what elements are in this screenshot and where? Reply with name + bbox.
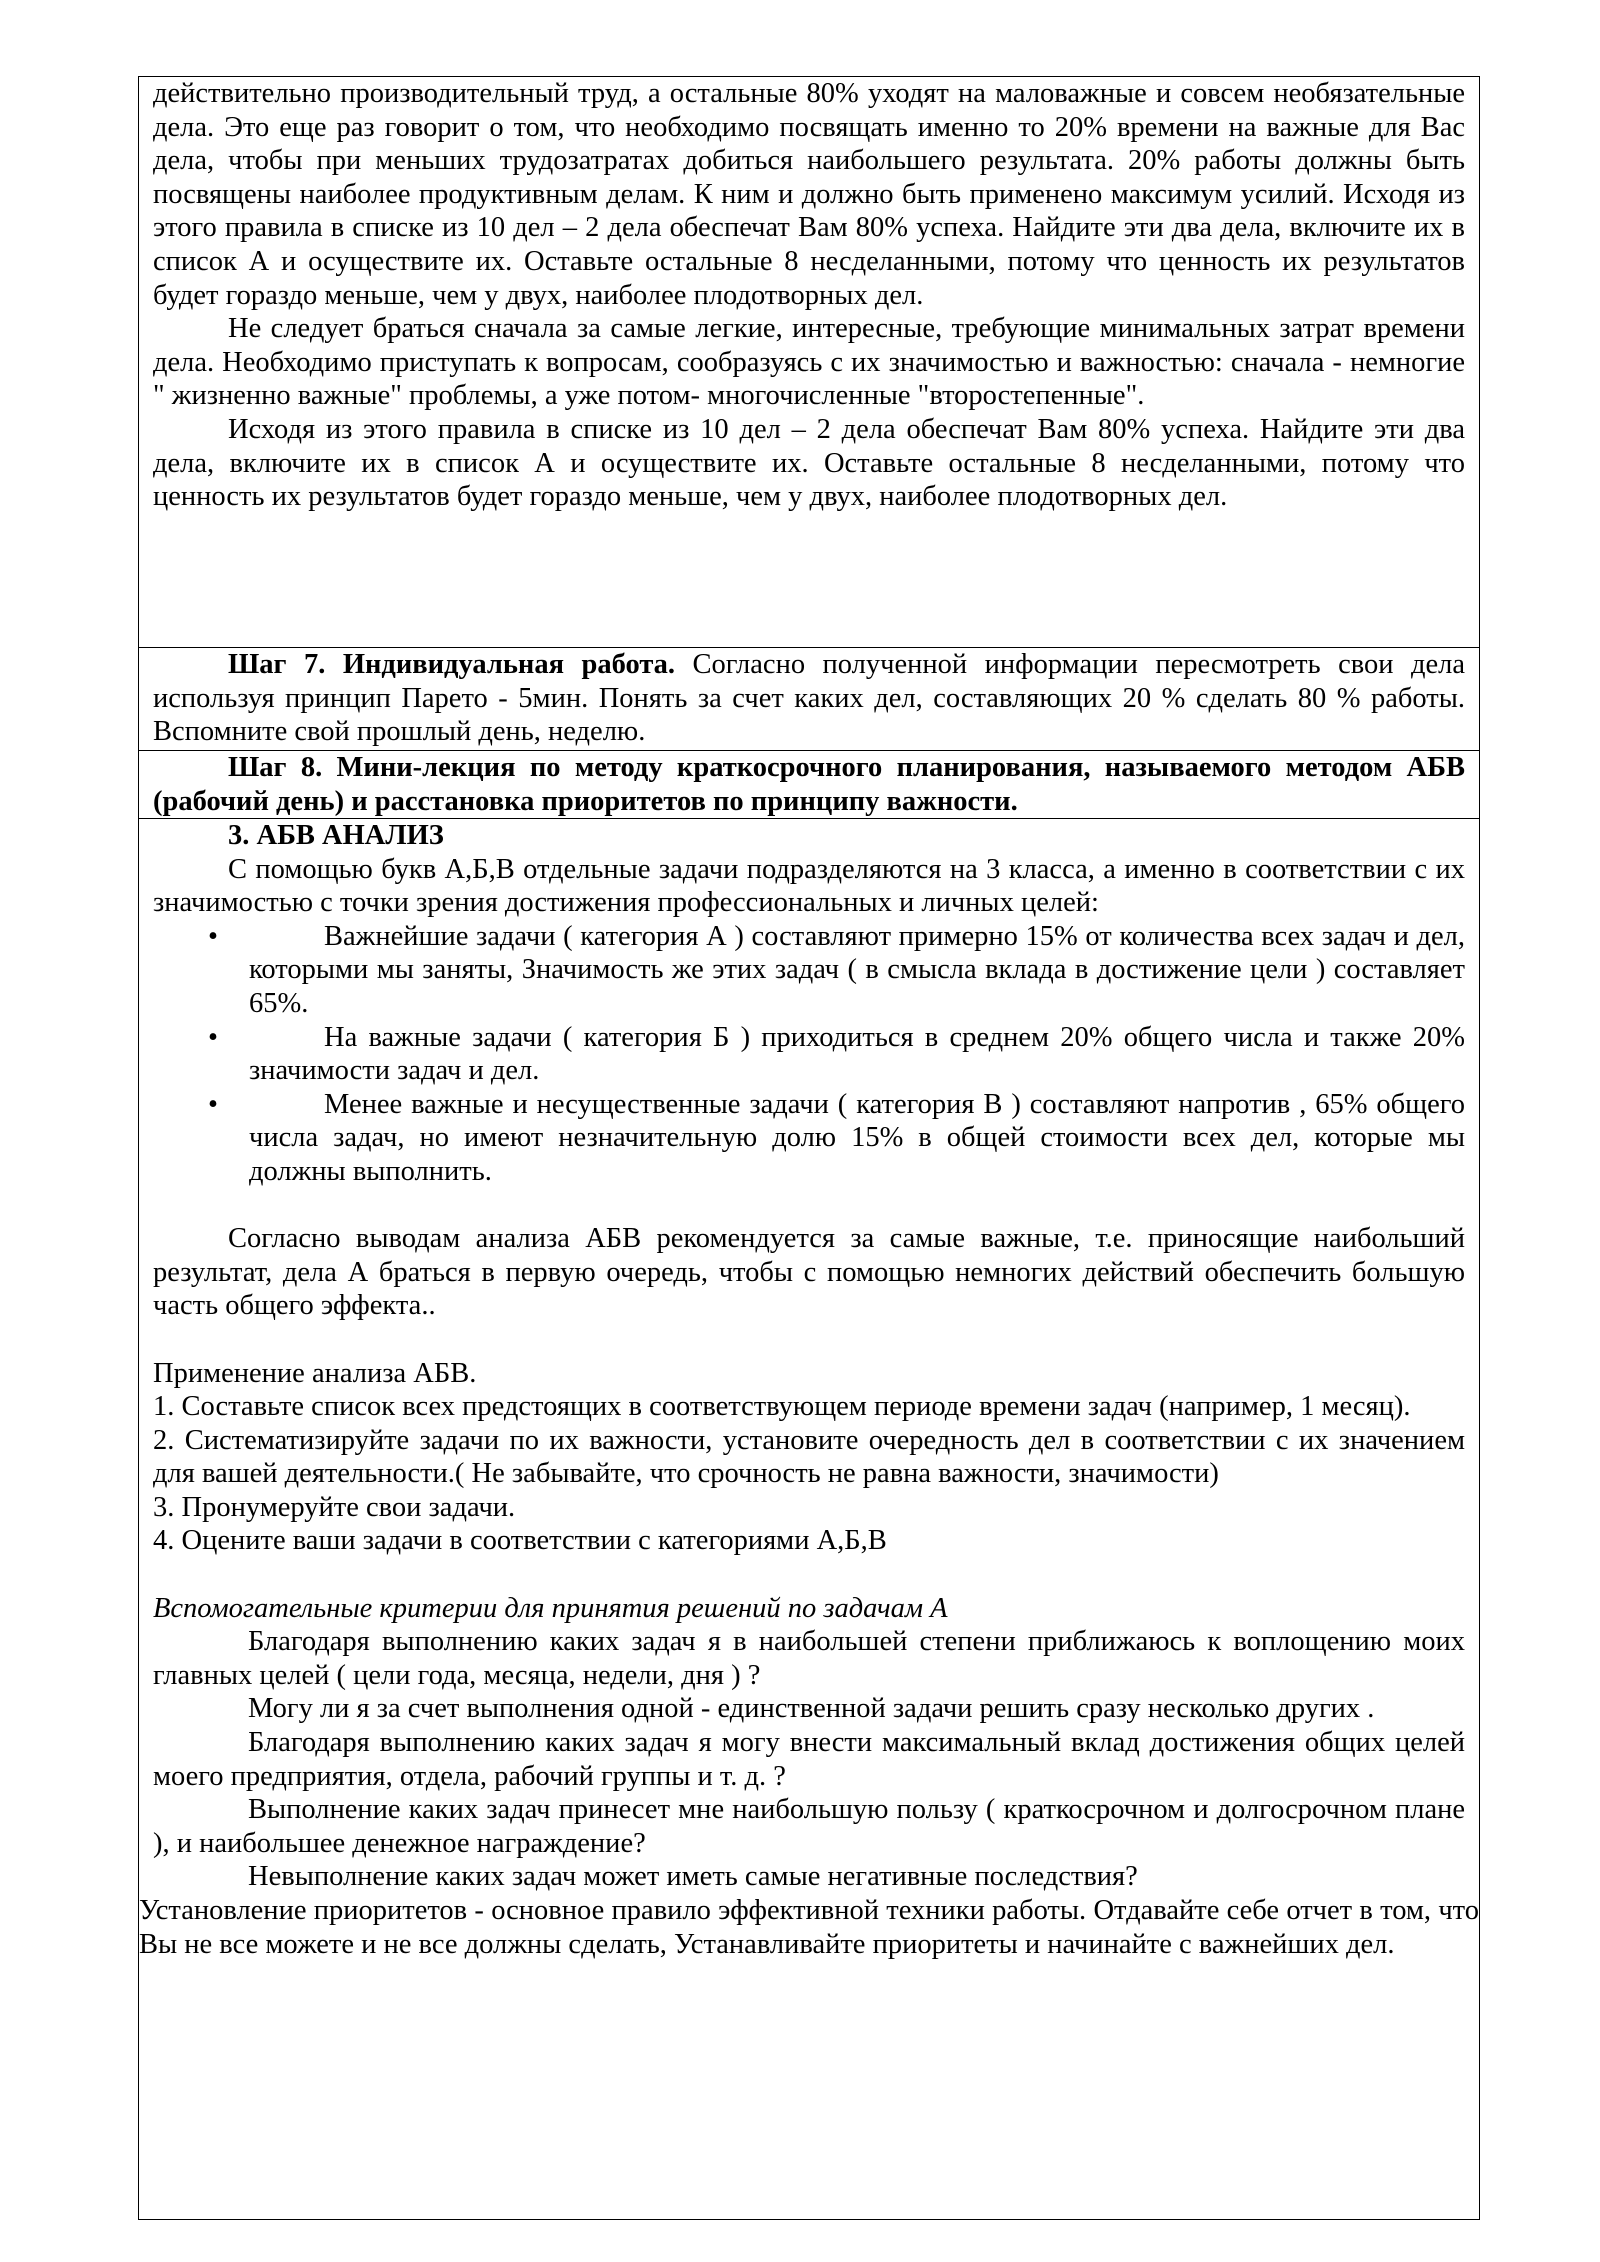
section-heading <box>153 819 1465 853</box>
criteria-item: Выполнение каких задач принесет мне наибольшую пользу ( краткосрочном и долгосрочном плане ), и наибольшее денежное награждение? <box>153 1794 1465 1859</box>
paragraph: Не следует браться сначала за самые легкие, интересные, требующие минимальных затрат времени дела. Необходимо приступать к вопросам, сообразуясь с их значимостью и важностью: сначала - немногие " жизненно важные" проблемы, а уже потом- многочисленные "второстепенные". <box>153 313 1465 412</box>
document-table <box>138 76 1480 2220</box>
criteria-item: Благодаря выполнению каких задач я в наибольшей степени приближаюсь к воплощению моих главных целей ( цели года, месяца, недели, дня ) ? <box>153 1626 1465 1691</box>
paragraph: Исходя из этого правила в списке из 10 дел – 2 дела обеспечат Вам 80% успеха. Найдите эти два дела, включите их в список А и осуществите их. Оставьте остальные 8 несделанными, потому что ценность их результатов будет гораздо меньше, чем у двух, наиболее плодотворных дел. <box>153 413 1465 513</box>
paragraph: Установление приоритетов - основное правило эффективной техники работы. Отдавайте себе отчет в том, что Вы не все можете и не все должны сделать, Устанавливайте приоритеты и начинайте с важнейших дел. <box>139 1895 1479 1960</box>
list-item <box>153 1088 1465 1189</box>
step7-title: Шаг 7. Индивидуальная работа. <box>228 649 676 680</box>
paragraph: действительно производительный труд, а остальные 80% уходят на маловажные и совсем необязательные дела. Это еще раз говорит о том, что необходимо посвящать именно то 20% времени на важные для Вас дела, чтобы при меньших трудозатратах добиться наибольшего результата. 20% работы должны быть посвящены наиболее продуктивным делам. К ним и должно быть применено максимум усилий. Исходя из этого правила в списке из 10 дел – 2 дела обеспечат Вам 80% успеха. Найдите эти два дела, включите их в список А и осуществите их. Оставьте остальные 8 несделанными, потому что ценность их результатов будет гораздо меньше, чем у двух, наиболее плодотворных дел. <box>153 78 1465 311</box>
step8-title: Шаг 8. Мини-лекция по методу краткосрочного планирования, называемого методом АБВ (рабочий день) и расстановка приоритетов по принципу важности. <box>153 752 1465 817</box>
criteria-item: Благодаря выполнению каких задач я могу внести максимальный вклад достижения общих целей моего предприятия, отдела, рабочий группы и т. д. ? <box>153 1727 1465 1792</box>
table-cell-step7 <box>139 648 1479 751</box>
paragraph: С помощью букв А,Б,В отдельные задачи подразделяются на 3 класса, а именно в соответствии с их значимостью с точки зрения достижения профессиональных и личных целей: <box>153 853 1465 919</box>
step7-text: Согласно полученной информации пересмотреть свои дела используя принцип Парето - 5мин. Понять за счет каких дел, составляющих 20 % сделать 80 % работы. Вспомните свой прошлый день, неделю. <box>153 649 1465 748</box>
list-item-text: Важнейшие задачи ( категория А ) составляют примерно 15% от количества всех задач и дел, которыми мы заняты, Значимость же этих задач ( в смысла вклада в достижение цели ) составляет 65%. <box>249 920 1465 1019</box>
criteria-item: Невыполнение каких задач может иметь самые негативные последствия? <box>248 1861 1138 1893</box>
section-heading-text: 3. АБВ АНАЛИЗ <box>228 820 444 851</box>
criteria-item: Могу ли я за счет выполнения одной - единственной задачи решить сразу несколько других . <box>248 1693 1375 1725</box>
list-item <box>153 920 1465 1021</box>
criteria-title-text: Вспомогательные критерии для принятия решений по задачам А <box>153 1592 948 1624</box>
category-list <box>153 920 1465 1189</box>
bullet-icon: • <box>208 920 218 952</box>
list-item-text: Менее важные и несущественные задачи ( категория В ) составляют напротив , 65% общего числа задач, но имеют незначительную долю 15% в общей стоимости всех дел, которые мы должны выполнить. <box>249 1088 1465 1187</box>
list-item-text: На важные задачи ( категория Б ) приходиться в среднем 20% общего числа и также 20% значимости задач и дел. <box>249 1021 1465 1087</box>
bullet-icon: • <box>208 1088 218 1120</box>
criteria-title <box>153 1592 1465 1626</box>
step7-paragraph <box>153 648 1465 749</box>
step-item: 3. Пронумеруйте свои задачи. <box>153 1491 516 1523</box>
paragraph: Согласно выводам анализа АБВ рекомендуется за самые важные, т.е. приносящие наибольший результат, дела А браться в первую очередь, чтобы с помощью немногих действий обеспечить большую часть общего эффекта.. <box>153 1223 1465 1322</box>
table-cell-pareto-text <box>139 77 1479 648</box>
apply-title: Применение анализа АБВ. <box>153 1357 477 1389</box>
table-cell-step8 <box>139 751 1479 819</box>
table-cell-abc-analysis <box>139 819 1479 2219</box>
step-item: 2. Систематизируйте задачи по их важности, установите очередность дел в соответствии с их значением для вашей деятельности.( Не забывайте, что срочность не равна важности, значимости) <box>153 1424 1465 1490</box>
step-item: 1. Составьте список всех предстоящих в соответствующем периоде времени задач (например, 1 месяц). <box>153 1391 1411 1423</box>
step-item: 4. Оцените ваши задачи в соответствии с категориями А,Б,В <box>153 1525 887 1557</box>
bullet-icon: • <box>208 1021 218 1053</box>
step8-paragraph <box>153 751 1465 818</box>
list-item <box>153 1021 1465 1088</box>
